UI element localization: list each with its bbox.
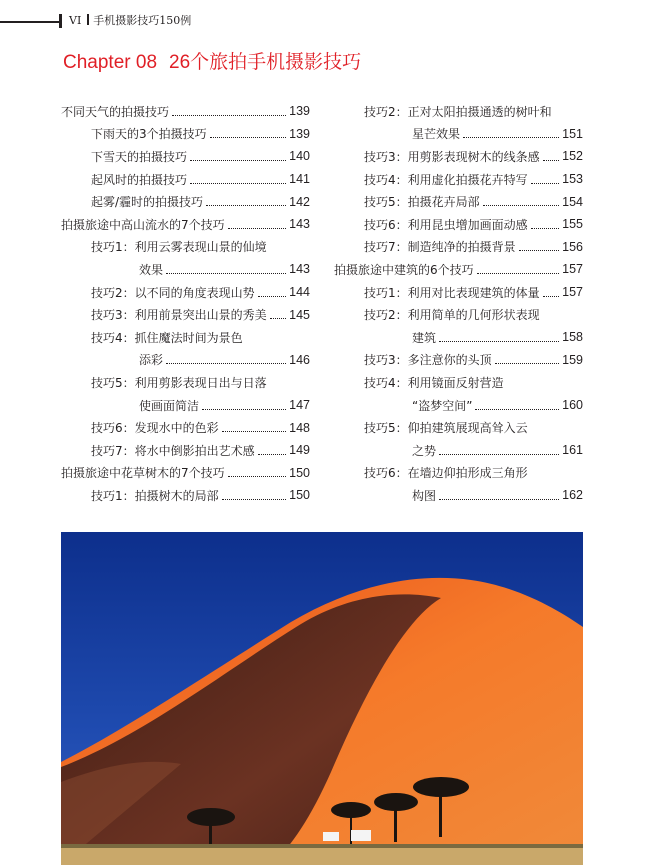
- toc-entry-title: 拍摄旅途中花草树木的7个技巧: [61, 466, 225, 481]
- toc-leader-dots: [228, 228, 287, 229]
- toc-page-number: 143: [289, 217, 310, 232]
- toc-page-number: 150: [289, 488, 310, 503]
- toc-entry: [61, 371, 310, 394]
- toc-entry-title: 技巧7：制造纯净的拍摄背景: [364, 240, 516, 255]
- toc-leader-dots: [166, 363, 286, 364]
- toc-entry-title: 技巧2：利用简单的几何形状表现: [364, 308, 540, 323]
- chapter-label: Chapter 08: [63, 52, 158, 73]
- toc-entry: [61, 258, 310, 281]
- toc-entry: [61, 439, 310, 462]
- toc-entry-title: 起雾/霾时的拍摄技巧: [91, 195, 204, 210]
- toc-page-number: 159: [562, 352, 583, 367]
- toc-page-number: 150: [289, 465, 310, 480]
- toc-page-number: 142: [289, 194, 310, 209]
- toc-leader-dots: [228, 476, 287, 477]
- toc-leader-dots: [495, 363, 560, 364]
- toc-page-number: 140: [289, 149, 310, 164]
- toc-entry-title: 技巧6：发现水中的色彩: [91, 421, 219, 436]
- toc-entry: [334, 416, 583, 439]
- toc-leader-dots: [190, 183, 286, 184]
- toc-entry: [61, 236, 310, 259]
- toc-leader-dots: [210, 137, 287, 138]
- toc-page-number: 152: [562, 149, 583, 164]
- toc-entry-title: 下雨天的3个拍摄技巧: [91, 127, 207, 142]
- toc-leader-dots: [202, 409, 286, 410]
- toc-entry: [334, 439, 583, 462]
- toc-entry-title: 技巧3：多注意你的头顶: [364, 353, 492, 368]
- toc-entry-title: 技巧1：利用云雾表现山景的仙境: [91, 240, 267, 255]
- toc-entry-title: 技巧4：抓住魔法时间为景色: [91, 330, 243, 345]
- toc-page-number: 146: [289, 352, 310, 367]
- toc-entry-title: 效果: [139, 262, 164, 277]
- toc-leader-dots: [519, 250, 560, 251]
- toc-page-number: 143: [289, 262, 310, 277]
- toc-leader-dots: [270, 318, 287, 319]
- header-rule: [0, 21, 62, 23]
- toc-page-number: 158: [562, 330, 583, 345]
- toc-entry: [61, 281, 310, 304]
- toc-leader-dots: [222, 499, 287, 500]
- toc-entry: [61, 190, 310, 213]
- toc-leader-dots: [531, 228, 560, 229]
- toc-entry: [334, 371, 583, 394]
- toc-entry: [61, 326, 310, 349]
- running-header: [69, 13, 191, 29]
- toc-section-entry: [61, 462, 310, 485]
- toc-entry-title: 技巧5：拍摄花卉局部: [364, 195, 480, 210]
- toc-section-entry: [61, 100, 310, 123]
- toc-entry: [61, 416, 310, 439]
- toc-entry: [334, 213, 583, 236]
- toc-page-number: 162: [562, 488, 583, 503]
- toc-entry-title: 建筑: [412, 330, 437, 345]
- toc-entry: [61, 123, 310, 146]
- toc-entry: [334, 168, 583, 191]
- vehicle: [351, 830, 371, 841]
- toc-entry: [61, 145, 310, 168]
- toc-page-number: 153: [562, 172, 583, 187]
- toc-leader-dots: [172, 115, 286, 116]
- toc-entry-title: 技巧6：利用昆虫增加画面动感: [364, 217, 528, 232]
- vehicle: [323, 832, 339, 841]
- toc-leader-dots: [439, 341, 559, 342]
- toc-leader-dots: [543, 160, 560, 161]
- toc-entry-title: 技巧6：在墙边仰拍形成三角形: [364, 466, 528, 481]
- toc-page-number: 160: [562, 398, 583, 413]
- toc-entry: [334, 484, 583, 507]
- toc-leader-dots: [543, 296, 560, 297]
- toc-entry-title: 添彩: [139, 353, 164, 368]
- toc-page-number: 149: [289, 443, 310, 458]
- toc-entry-title: 构图: [412, 488, 437, 503]
- toc-entry-title: 拍摄旅途中建筑的6个技巧: [334, 262, 474, 277]
- toc-section-entry: [61, 213, 310, 236]
- toc-entry-title: 拍摄旅途中高山流水的7个技巧: [61, 217, 225, 232]
- toc-leader-dots: [222, 431, 287, 432]
- toc-entry: [61, 349, 310, 372]
- toc-entry: [334, 349, 583, 372]
- toc-entry-title: 技巧3：用剪影表现树木的线条感: [364, 149, 540, 164]
- toc-page-number: 154: [562, 194, 583, 209]
- toc-page-number: 155: [562, 217, 583, 232]
- toc-entry-title: 技巧5：仰拍建筑展现高耸入云: [364, 421, 528, 436]
- toc-page-number: 144: [289, 285, 310, 300]
- toc-entry-title: 技巧1：利用对比表现建筑的体量: [364, 285, 540, 300]
- toc-entry: [61, 168, 310, 191]
- toc-entry-title: 之势: [412, 443, 437, 458]
- toc-leader-dots: [258, 296, 287, 297]
- toc-leader-dots: [166, 273, 286, 274]
- toc-column-right: [334, 100, 583, 507]
- toc-entry-title: 技巧2：正对太阳拍摄通透的树叶和: [364, 104, 552, 119]
- toc-entry-title: 不同天气的拍摄技巧: [61, 104, 170, 119]
- toc-entry-title: 星芒效果: [412, 127, 461, 142]
- toc-entry-title: 技巧7：将水中倒影拍出艺术感: [91, 443, 255, 458]
- toc-page-number: 157: [562, 262, 583, 277]
- toc-entry-title: 技巧2：以不同的角度表现山势: [91, 285, 255, 300]
- toc-page-number: 157: [562, 285, 583, 300]
- toc-entry-title: 起风时的拍摄技巧: [91, 172, 188, 187]
- toc-page-number: 139: [289, 104, 310, 119]
- toc-entry: [334, 394, 583, 417]
- toc-entry: [61, 303, 310, 326]
- toc-leader-dots: [190, 160, 286, 161]
- toc-page-number: 147: [289, 398, 310, 413]
- toc-entry: [334, 190, 583, 213]
- toc-column-left: [61, 100, 310, 507]
- toc-entry: [61, 394, 310, 417]
- toc-page-number: 139: [289, 126, 310, 141]
- toc-leader-dots: [463, 137, 559, 138]
- toc-entry: [334, 281, 583, 304]
- toc-entry: [334, 123, 583, 146]
- book-title: 手机摄影技巧150例: [93, 14, 192, 27]
- toc-page-number: 148: [289, 420, 310, 435]
- toc-entry-title: 使画面简洁: [139, 398, 200, 413]
- page-number: VI: [69, 14, 82, 27]
- toc-leader-dots: [531, 183, 560, 184]
- toc-entry-title: 下雪天的拍摄技巧: [91, 149, 188, 164]
- toc-leader-dots: [206, 205, 286, 206]
- toc-page-number: 141: [289, 172, 310, 187]
- toc-entry: [334, 145, 583, 168]
- toc-page-number: 151: [562, 126, 583, 141]
- toc-entry-title: 技巧5：利用剪影表现日出与日落: [91, 375, 267, 390]
- toc-page-number: 145: [289, 307, 310, 322]
- chapter-title: 26个旅拍手机摄影技巧: [169, 52, 362, 73]
- toc-entry: [61, 484, 310, 507]
- toc-page-number: 161: [562, 443, 583, 458]
- toc-leader-dots: [483, 205, 560, 206]
- toc-entry-title: 技巧4：利用虚化拍摄花卉特写: [364, 172, 528, 187]
- dune-photo: [61, 532, 583, 865]
- toc-section-entry: [334, 258, 583, 281]
- toc-page-number: 156: [562, 239, 583, 254]
- toc-entry: [334, 100, 583, 123]
- toc-entry: [334, 326, 583, 349]
- toc-entry: [334, 303, 583, 326]
- chapter-heading: [61, 50, 361, 76]
- toc-leader-dots: [475, 409, 559, 410]
- toc-entry-title: “盗梦空间”: [412, 398, 473, 413]
- toc-entry-title: 技巧1：拍摄树木的局部: [91, 488, 219, 503]
- toc-leader-dots: [477, 273, 560, 274]
- header-tick: [59, 14, 62, 28]
- toc-entry-title: 技巧4：利用镜面反射营造: [364, 375, 504, 390]
- toc-leader-dots: [439, 454, 559, 455]
- toc-leader-dots: [439, 499, 559, 500]
- toc-entry: [334, 462, 583, 485]
- header-separator: [87, 14, 89, 25]
- toc-leader-dots: [258, 454, 287, 455]
- toc-entry-title: 技巧3：利用前景突出山景的秀美: [91, 308, 267, 323]
- toc-entry: [334, 236, 583, 259]
